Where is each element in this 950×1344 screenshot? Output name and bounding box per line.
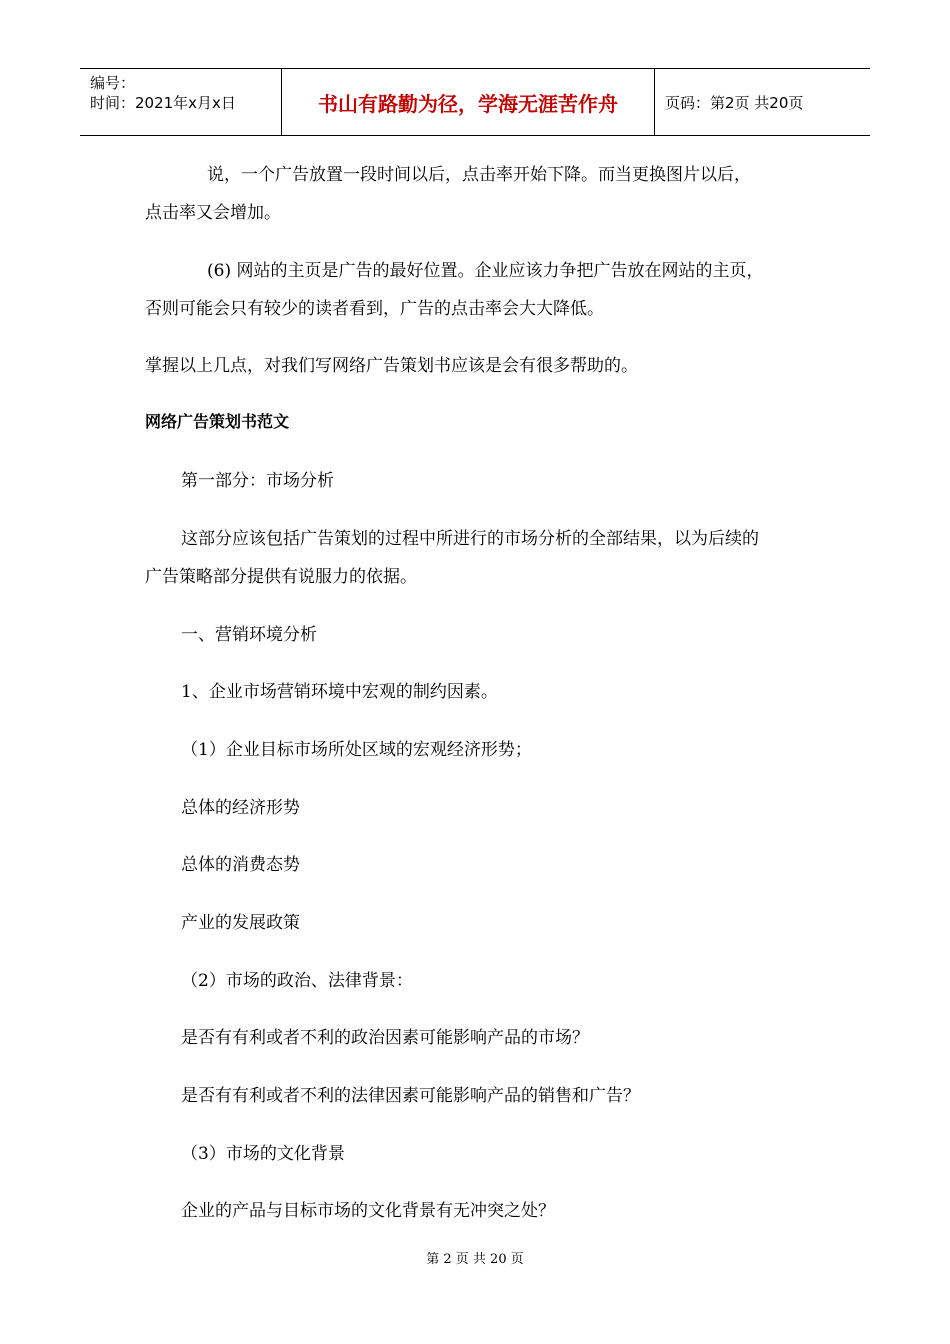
- paragraph-line: 点击率又会增加。: [145, 203, 281, 223]
- section-heading: 网络广告策划书范文: [145, 412, 290, 431]
- subheading: 一、营销环境分析: [181, 625, 317, 645]
- paragraph-line: (6) 网站的主页是广告的最好位置。企业应该力争把广告放在网站的主页，: [207, 261, 764, 281]
- header-page-info: 页码：第2页 共20页: [665, 93, 804, 112]
- paragraph-line: 广告策略部分提供有说服力的依据。: [145, 567, 417, 587]
- header-meta: [80, 69, 282, 135]
- list-item: 总体的消费态势: [181, 855, 300, 875]
- list-item: 产业的发展政策: [181, 913, 300, 933]
- list-item: 总体的经济形势: [181, 798, 300, 818]
- list-item: （3）市场的文化背景: [181, 1144, 345, 1164]
- list-item: 是否有有利或者不利的政治因素可能影响产品的市场？: [181, 1028, 589, 1048]
- part-heading: 第一部分：市场分析: [181, 471, 334, 491]
- header-motto: 书山有路勤为径，学海无涯苦作舟: [282, 69, 655, 135]
- paragraph-line: 这部分应该包括广告策划的过程中所进行的市场分析的全部结果，以为后续的: [181, 529, 759, 549]
- list-item: （1）企业目标市场所处区域的宏观经济形势；: [181, 740, 532, 760]
- time-label: 时间：2021年x月x日: [90, 94, 236, 112]
- serial-label: 编号：: [90, 74, 136, 92]
- list-item: 1、企业市场营销环境中宏观的制约因素。: [181, 682, 498, 702]
- list-item: 企业的产品与目标市场的文化背景有无冲突之处？: [181, 1201, 555, 1221]
- paragraph-line: 掌握以上几点，对我们写网络广告策划书应该是会有很多帮助的。: [145, 356, 638, 376]
- list-item: 是否有有利或者不利的法律因素可能影响产品的销售和广告？: [181, 1086, 640, 1106]
- header-table: [80, 68, 870, 136]
- paragraph-line: 说，一个广告放置一段时间以后，点击率开始下降。而当更换图片以后，: [207, 165, 751, 185]
- page-footer: 第 2 页 共 20 页: [426, 1252, 524, 1267]
- list-item: （2）市场的政治、法律背景：: [181, 971, 413, 991]
- paragraph-line: 否则可能会只有较少的读者看到，广告的点击率会大大降低。: [145, 299, 604, 319]
